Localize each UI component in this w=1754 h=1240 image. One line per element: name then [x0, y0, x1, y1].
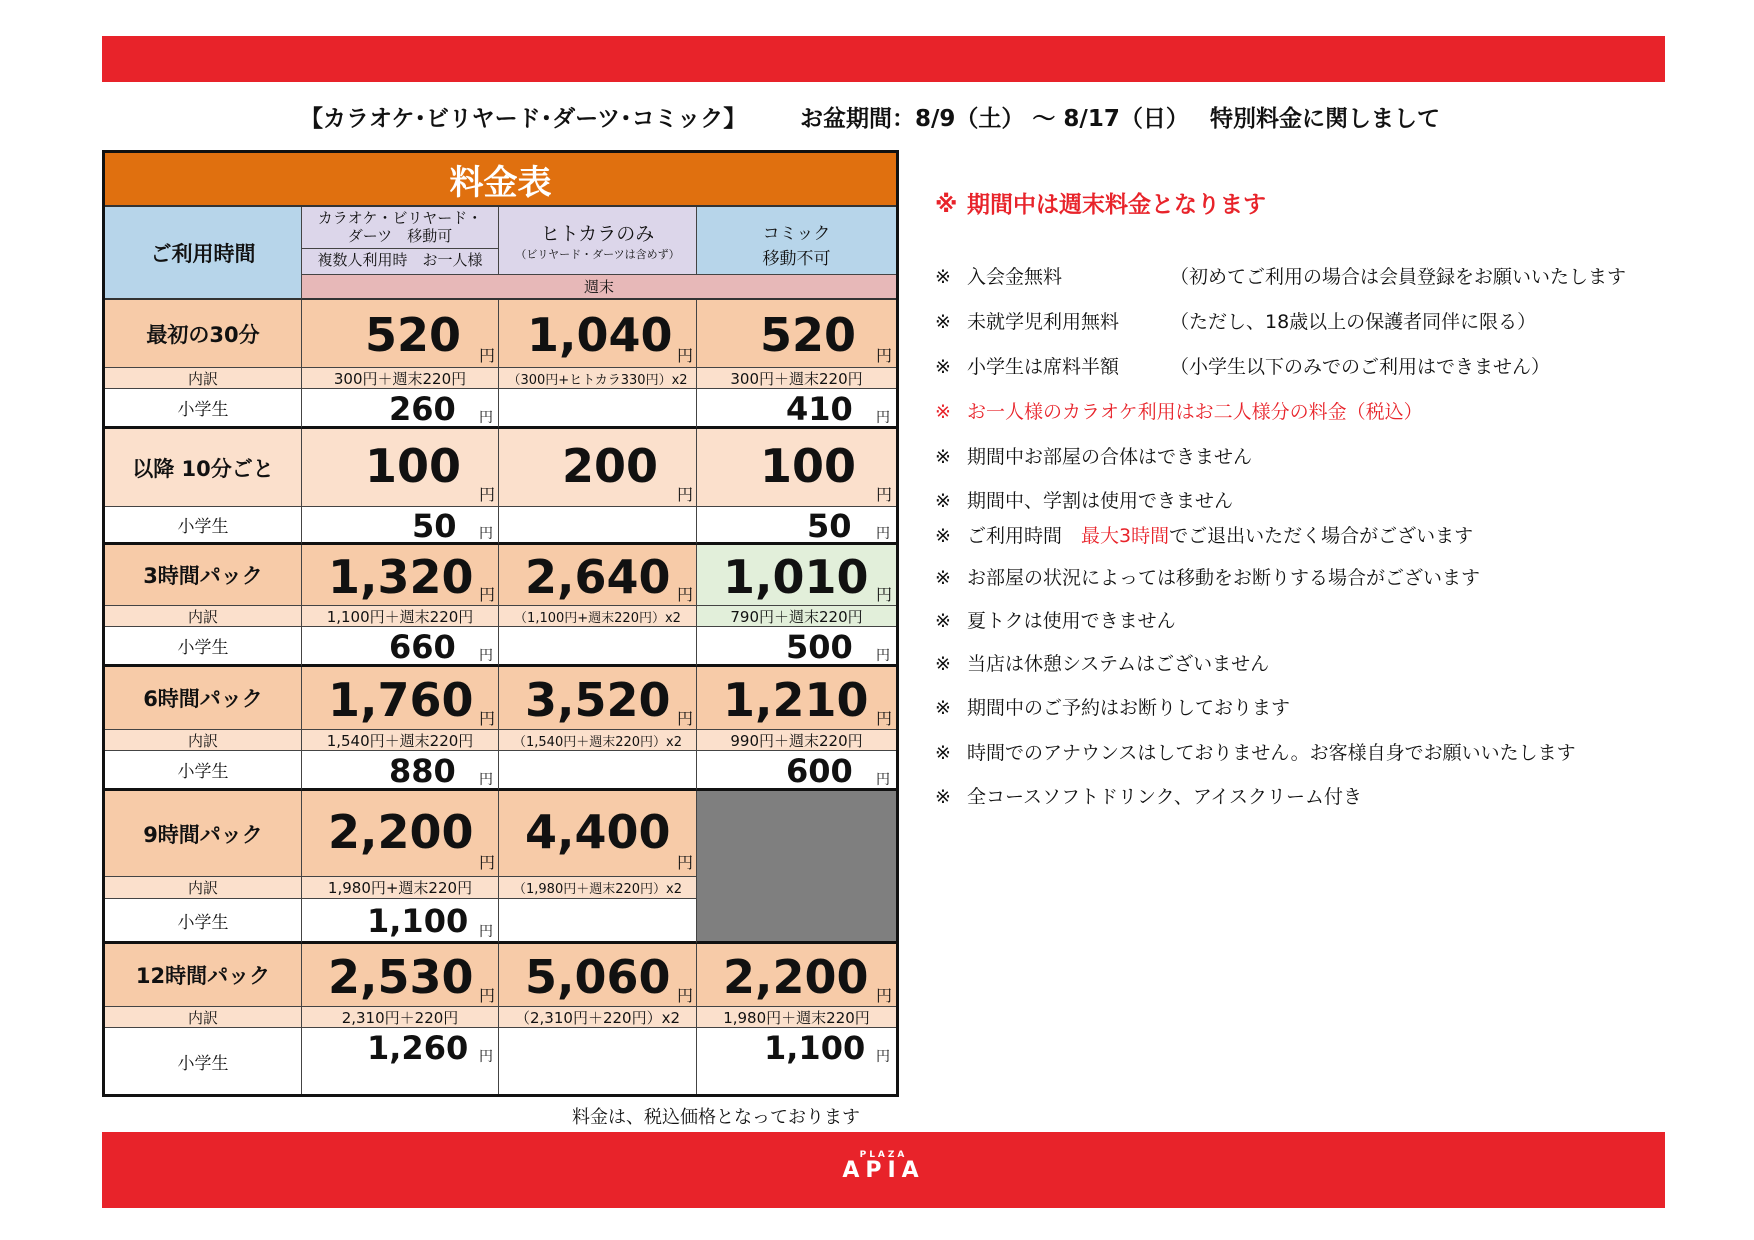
yen-unit: 円	[479, 709, 496, 728]
note-highlight	[935, 186, 1266, 219]
yen-unit: 円	[876, 772, 890, 788]
note-mark: ※	[935, 446, 951, 468]
weekend-band: 週末	[302, 275, 896, 300]
note-text: でご退出いただく場合がございます	[1169, 525, 1474, 547]
note-item	[935, 521, 1473, 548]
note-mark: ※	[935, 697, 951, 719]
note-item	[935, 738, 1576, 765]
row-3h-label: 3時間パック	[105, 545, 302, 606]
yen-unit: 円	[479, 410, 493, 426]
header-col1-sub: 複数人利用時 お一人様	[302, 248, 498, 269]
price-value: 4,400	[525, 805, 671, 859]
note-text: 夏トクは使用できません	[967, 610, 1176, 632]
note-label: 小学生は席料半額	[967, 356, 1120, 378]
child-c2-empty	[499, 389, 697, 429]
row-first30-c3	[697, 300, 896, 368]
logo-main-text: APIA	[842, 1158, 925, 1183]
header-col3-line1: コミック	[762, 224, 831, 244]
header-col2-line1: ヒトカラのみ	[540, 223, 655, 245]
top-red-banner	[102, 36, 1665, 82]
note-item	[935, 397, 1423, 424]
row-12h-label: 12時間パック	[105, 944, 302, 1007]
note-item	[935, 307, 1537, 334]
yen-unit: 円	[479, 1049, 493, 1065]
note-text: 期間中のご予約はお断りしております	[967, 697, 1291, 719]
price-value: 520	[760, 308, 857, 362]
note-mark: ※	[935, 356, 951, 378]
yen-unit: 円	[479, 485, 496, 504]
note-mark: ※	[935, 653, 951, 675]
child-label: 小学生	[105, 1028, 302, 1094]
yen-unit: 円	[876, 346, 893, 365]
note-label: 入会金無料	[967, 266, 1063, 288]
price-table	[102, 150, 899, 1097]
row-per10-label: 以降 10分ごと	[105, 429, 302, 507]
child-c2-empty	[499, 627, 697, 667]
note-mark: ※	[935, 567, 951, 589]
child-label: 小学生	[105, 389, 302, 429]
header-col1-line1: カラオケ・ビリヤード・	[317, 209, 483, 227]
price-value: 1,760	[328, 673, 474, 727]
table-title: 料金表	[105, 153, 896, 207]
price-value: 100	[365, 439, 462, 493]
note-text-red: 最大3時間	[1081, 525, 1170, 547]
child-label: 小学生	[105, 751, 302, 791]
breakdown-c2: （300円+ヒトカラ330円）x2	[499, 368, 697, 389]
note-item	[935, 606, 1176, 633]
yen-unit: 円	[876, 1049, 890, 1065]
tax-note: 料金は、税込価格となっております	[572, 1107, 860, 1128]
price-value: 2,530	[328, 950, 474, 1004]
child-price: 1,100	[764, 1029, 866, 1067]
child-c1	[302, 1028, 499, 1094]
child-c3	[697, 751, 896, 791]
logo-small-text: PLAZA	[859, 1150, 908, 1160]
breakdown-c2: （1,100円+週末220円）x2	[499, 606, 697, 627]
child-price: 50	[412, 507, 457, 545]
yen-unit: 円	[479, 585, 496, 604]
price-value: 2,640	[525, 550, 671, 604]
note-mark: ※	[935, 266, 951, 288]
row-per10-c2	[499, 429, 697, 507]
breakdown-c2: （2,310円＋220円）x2	[499, 1007, 697, 1028]
yen-unit: 円	[677, 585, 694, 604]
breakdown-c1: 1,540円＋週末220円	[302, 730, 499, 751]
header-time: ご利用時間	[105, 207, 302, 300]
note-item	[935, 486, 1233, 513]
note-text: 時間でのアナウンスはしておりません。お客様自身でお願いいたします	[967, 742, 1576, 764]
yen-unit: 円	[876, 485, 893, 504]
row-12h-c1	[302, 944, 499, 1007]
note-mark: ※	[935, 311, 951, 333]
headline-period: お盆期間：8/9（土） ～ 8/17（日）	[800, 106, 1189, 132]
price-value: 2,200	[723, 950, 869, 1004]
row-12h-c3	[697, 944, 896, 1007]
note-item	[935, 262, 1627, 289]
child-price: 1,100	[367, 902, 469, 940]
child-price: 880	[389, 752, 456, 790]
note-item	[935, 782, 1362, 809]
header-col1-line2: ダーツ 移動可	[347, 227, 453, 245]
breakdown-c1: 2,310円＋220円	[302, 1007, 499, 1028]
price-value: 2,200	[328, 805, 474, 859]
yen-unit: 円	[677, 709, 694, 728]
price-value: 520	[365, 308, 462, 362]
child-c2-empty	[499, 899, 697, 944]
child-price: 410	[786, 390, 853, 428]
note-mark: ※	[935, 490, 951, 512]
breakdown-c1: 1,100円＋週末220円	[302, 606, 499, 627]
child-c3	[697, 389, 896, 429]
breakdown-label: 内訳	[105, 368, 302, 389]
breakdown-c3: 300円＋週末220円	[697, 368, 896, 389]
headline-subject: 特別料金に関しまして	[1210, 106, 1440, 132]
header-col3	[697, 207, 896, 275]
child-c1	[302, 389, 499, 429]
row-3h-c3	[697, 545, 896, 606]
child-price: 600	[786, 752, 853, 790]
note-text: ご利用時間	[967, 525, 1082, 547]
child-price: 660	[389, 628, 456, 666]
yen-unit: 円	[479, 853, 496, 872]
yen-unit: 円	[876, 526, 890, 542]
note-desc: （ただし、18歳以上の保護者同伴に限る）	[1170, 311, 1537, 333]
price-value: 1,010	[723, 550, 869, 604]
price-value: 100	[760, 439, 857, 493]
row-9h-label: 9時間パック	[105, 791, 302, 877]
yen-unit: 円	[876, 709, 893, 728]
price-value: 1,210	[723, 673, 869, 727]
row-first30-label: 最初の30分	[105, 300, 302, 368]
note-text: お部屋の状況によっては移動をお断りする場合がございます	[967, 567, 1481, 589]
note-mark: ※	[935, 786, 951, 808]
breakdown-label: 内訳	[105, 1007, 302, 1028]
breakdown-c2: （1,540円＋週末220円）x2	[499, 730, 697, 751]
breakdown-label: 内訳	[105, 606, 302, 627]
child-c3	[697, 507, 896, 545]
note-label: 未就学児利用無料	[967, 311, 1120, 333]
note-item	[935, 649, 1269, 676]
row-3h-c1	[302, 545, 499, 606]
child-c2-empty	[499, 1028, 697, 1094]
child-c2-empty	[499, 507, 697, 545]
yen-unit: 円	[479, 346, 496, 365]
yen-unit: 円	[677, 346, 694, 365]
breakdown-c1: 1,980円+週末220円	[302, 877, 499, 899]
child-c1	[302, 507, 499, 545]
child-price: 260	[389, 390, 456, 428]
note-desc: （初めてご利用の場合は会員登録をお願いいたします	[1170, 266, 1627, 288]
header-col3-line2: 移動不可	[762, 249, 831, 269]
note-text: 期間中、学割は使用できません	[967, 490, 1234, 512]
note-desc: （小学生以下のみでのご利用はできません）	[1170, 356, 1551, 378]
row-6h-c2	[499, 667, 697, 730]
row-per10-c3	[697, 429, 896, 507]
row-6h-label: 6時間パック	[105, 667, 302, 730]
note-mark: ※	[935, 742, 951, 764]
note-item	[935, 563, 1480, 590]
breakdown-c1: 300円＋週末220円	[302, 368, 499, 389]
note-mark: ※	[935, 610, 951, 632]
yen-unit: 円	[479, 772, 493, 788]
price-value: 200	[562, 439, 659, 493]
row-first30-c1	[302, 300, 499, 368]
row-3h-c2	[499, 545, 697, 606]
header-col2-sub: （ビリヤード・ダーツは含めず）	[515, 248, 680, 261]
child-price: 50	[807, 507, 852, 545]
breakdown-label: 内訳	[105, 877, 302, 899]
row-9h-c1	[302, 791, 499, 877]
child-label: 小学生	[105, 627, 302, 667]
child-c1	[302, 751, 499, 791]
yen-unit: 円	[876, 986, 893, 1005]
yen-unit: 円	[677, 485, 694, 504]
row-per10-c1	[302, 429, 499, 507]
note-text: お一人様のカラオケ利用はお二人様分の料金（税込）	[967, 401, 1423, 423]
yen-unit: 円	[876, 585, 893, 604]
child-price: 500	[786, 628, 853, 666]
bottom-red-banner	[102, 1132, 1665, 1208]
child-price: 1,260	[367, 1029, 469, 1067]
note-text: 全コースソフトドリンク、アイスクリーム付き	[967, 786, 1363, 808]
row-6h-c3	[697, 667, 896, 730]
note-mark: ※	[935, 401, 951, 423]
price-value: 1,320	[328, 550, 474, 604]
note-item	[935, 352, 1551, 379]
child-c1	[302, 627, 499, 667]
row-9h-c3-unavailable	[697, 791, 896, 944]
headline-category: 【カラオケ･ビリヤード･ダーツ･コミック】	[300, 106, 747, 132]
headline	[0, 100, 1754, 134]
child-c3	[697, 627, 896, 667]
row-first30-c2	[499, 300, 697, 368]
breakdown-c2: （1,980円＋週末220円）x2	[499, 877, 697, 899]
yen-unit: 円	[479, 648, 493, 664]
note-text: 期間中お部屋の合体はできません	[967, 446, 1253, 468]
price-value: 3,520	[525, 673, 671, 727]
breakdown-c3: 990円＋週末220円	[697, 730, 896, 751]
note-text: 当店は休憩システムはございません	[967, 653, 1270, 675]
header-col1	[302, 207, 499, 275]
child-c3	[697, 1028, 896, 1094]
yen-unit: 円	[677, 853, 694, 872]
breakdown-c3: 1,980円＋週末220円	[697, 1007, 896, 1028]
note-mark: ※	[935, 192, 958, 218]
yen-unit: 円	[677, 986, 694, 1005]
note-mark: ※	[935, 525, 951, 547]
child-label: 小学生	[105, 507, 302, 545]
row-6h-c1	[302, 667, 499, 730]
yen-unit: 円	[479, 924, 493, 940]
header-col2	[499, 207, 697, 275]
child-label: 小学生	[105, 899, 302, 944]
yen-unit: 円	[876, 648, 890, 664]
note-item	[935, 442, 1252, 469]
breakdown-label: 内訳	[105, 730, 302, 751]
child-c1	[302, 899, 499, 944]
plaza-apia-logo	[102, 1150, 1665, 1182]
note-text: 期間中は週末料金となります	[967, 192, 1266, 218]
breakdown-c3: 790円＋週末220円	[697, 606, 896, 627]
yen-unit: 円	[479, 526, 493, 542]
row-9h-c2	[499, 791, 697, 877]
yen-unit: 円	[876, 410, 890, 426]
price-value: 1,040	[527, 308, 673, 362]
row-12h-c2	[499, 944, 697, 1007]
price-value: 5,060	[525, 950, 671, 1004]
child-c2-empty	[499, 751, 697, 791]
note-item	[935, 693, 1290, 720]
yen-unit: 円	[479, 986, 496, 1005]
